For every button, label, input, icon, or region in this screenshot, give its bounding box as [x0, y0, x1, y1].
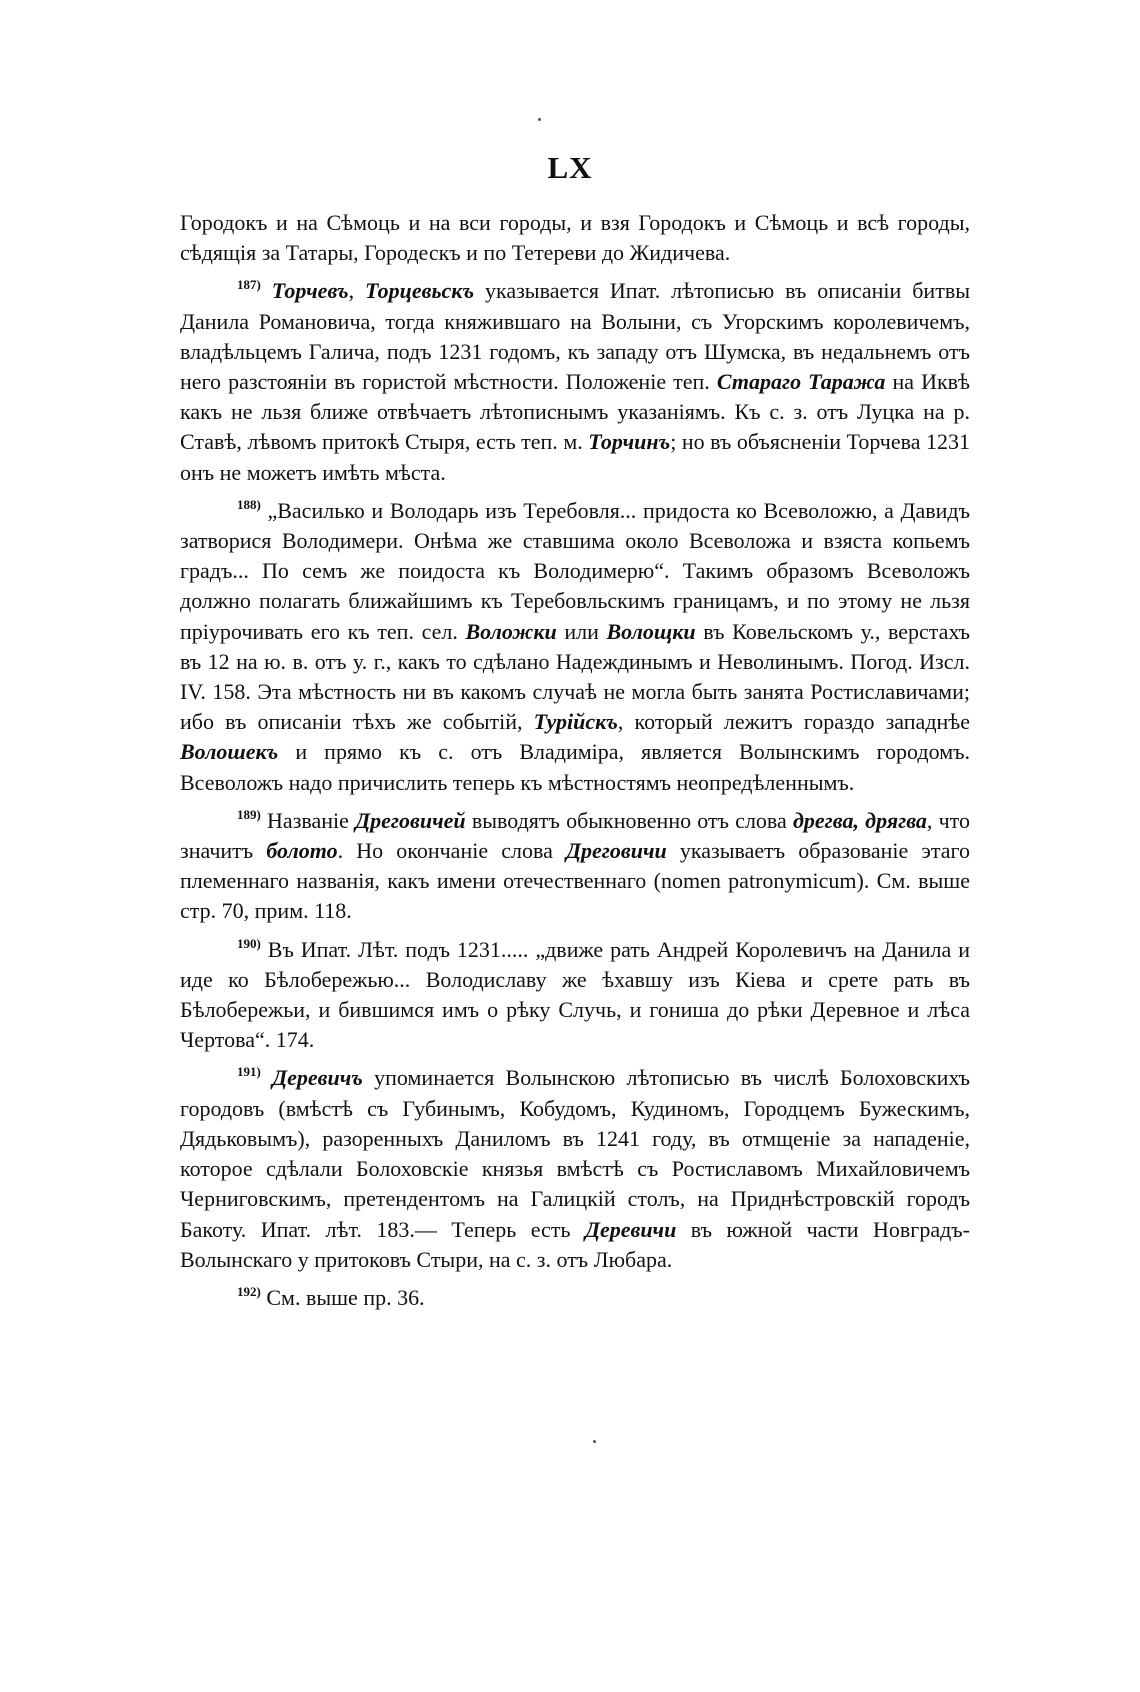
place-name: Торчевъ [271, 278, 349, 304]
footnote-number: 187) [237, 277, 261, 293]
term: Дреговичи [565, 838, 667, 864]
footnote-188 [180, 496, 970, 798]
note-text: Въ Ипат. Лѣт. подъ 1231..... „движе рать Андрей Королевичъ на Данила и иде ко Бѣлобережью... Володиславу же ѣхавшу изъ Кіева и срете рать въ Бѣлобережьи, и бившимся имъ о рѣку Случь, и гониша до рѣки Деревное и лѣса Чертова“. 174. [180, 936, 970, 1053]
place-name: Деревичи [584, 1216, 677, 1242]
note-text: . Но окончаніе слова [337, 838, 566, 864]
place-name: Торчинъ [588, 429, 671, 455]
note-text: См. выше пр. 36. [260, 1284, 425, 1310]
note-text: на Иквѣ какъ не льзя ближе отвѣчаетъ лѣтописнымъ указаніямъ. Къ с. з. отъ Луцка на р. Ставѣ, лѣвомъ притокѣ Стыря, есть теп. м. [180, 369, 970, 455]
term: дрегва, дрягва [792, 807, 927, 833]
text-column [180, 208, 970, 1313]
note-text: указывается Ипат. лѣтописью въ описаніи битвы Данила Романовича, тогда княжившаго на Волыни, съ Угорскимъ королевичемъ, владѣльцемъ Галича, подъ 1231 годомъ, къ западу отъ Шумска, въ недальнемъ отъ него разстояніи въ гористой мѣстности. Положеніе теп. [180, 278, 970, 395]
note-text: , [348, 278, 366, 304]
note-text: въ южной части Новградъ-Волынскаго у притоковъ Стыри, на с. з. отъ Любара. [180, 1216, 970, 1272]
note-text: „Василько и Володарь изъ Теребовля... придоста ко Всеволожю, а Давидъ затворися Володимери. Онѣма же ставшима около Всеволожа и взяста копьемъ градъ... По семъ же поидоста къ Володимерю“. Такимъ образомъ Всеволожъ должно полагать ближайшимъ къ Теребовльскимъ границамъ, и по этому не льзя пріурочивать его къ теп. сел. [180, 497, 970, 644]
term: Дреговичей [355, 807, 466, 833]
footnote-number: 191) [237, 1064, 261, 1080]
paragraph-text: Городокъ и на Сѣмоць и на вси городы, и взя Городокъ и Сѣмоць и всѣ городы, сѣдящія за Татары, Городескъ и по Тетереви до Жидичева. [180, 210, 970, 266]
place-name: Волошекъ [180, 739, 279, 765]
footnote-number: 190) [237, 935, 261, 951]
note-text: или [556, 618, 607, 644]
note-text: Названіе [260, 807, 356, 833]
footnote-190 [180, 935, 970, 1056]
ink-speck [593, 1440, 596, 1443]
continued-paragraph [180, 208, 970, 268]
place-name: Торцевьскъ [365, 278, 475, 304]
note-text: указываетъ образованіе этаго племеннаго названія, какъ имени отечественнаго (nomen patronymicum). См. выше стр. 70, прим. 118. [180, 838, 970, 924]
footnote-number: 192) [237, 1283, 261, 1299]
place-name: Волощки [606, 618, 696, 644]
note-text: въ Ковельскомъ у., верстахъ въ 12 на ю. в. отъ у. г., какъ то сдѣлано Надеждинымъ и Неволинымъ. Погод. Изсл. IV. 158. Эта мѣстность ни въ какомъ случаѣ не могла быть занята Ростиславичами; ибо въ описаніи тѣхъ же событій, [180, 618, 970, 735]
page-number: LX [547, 150, 593, 185]
footnote-187 [180, 276, 970, 487]
place-name: Стараго Таража [716, 369, 886, 395]
footnote-number: 188) [237, 496, 261, 512]
footnote-189 [180, 806, 970, 927]
note-text: упоминается Волынскою лѣтописью въ числѣ Болоховскихъ городовъ (вмѣстѣ съ Губинымъ, Кобудомъ, Кудиномъ, Городцемъ Бужескимъ, Дядьковымъ), разоренныхъ Даниломъ въ 1241 году, въ отмщеніе за нападеніе, которое сдѣлали Болоховскіе князья вмѣстѣ съ Ростиславомъ Михайловичемъ Черниговскимъ, претендентомъ на Галицкій столъ, на Приднѣстровскій городъ Бакоту. Ипат. лѣт. 183.— Теперь есть [180, 1065, 970, 1242]
place-name: Деревичъ [272, 1065, 363, 1091]
place-name: Турійскъ [533, 709, 618, 735]
footnote-192 [180, 1283, 970, 1313]
place-name: Воложки [465, 618, 557, 644]
ink-speck [538, 118, 541, 121]
note-text: выводятъ обыкновенно отъ слова [465, 807, 793, 833]
footnote-191 [180, 1063, 970, 1274]
note-text: , который лежитъ гораздо западнѣе [617, 709, 970, 735]
footnote-number: 189) [237, 806, 261, 822]
note-text: и прямо къ с. отъ Владиміра, является Волынскимъ городомъ. Всеволожъ надо причислить теперь къ мѣстностямъ неопредѣленнымъ. [180, 739, 970, 795]
note-text: ; но въ объясненіи Торчева 1231 онъ не можетъ имѣть мѣста. [180, 429, 970, 485]
note-text: , что значитъ [180, 807, 971, 864]
term: болото [266, 838, 338, 864]
